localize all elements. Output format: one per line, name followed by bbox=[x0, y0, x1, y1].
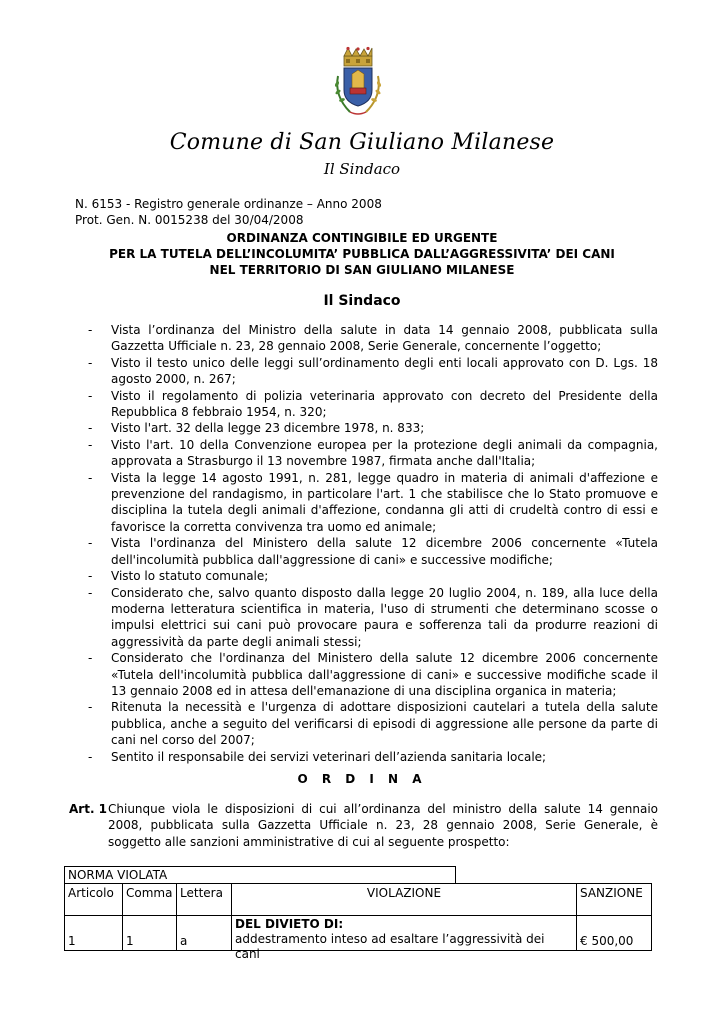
list-item: - Vista l'ordinanza del Ministero della salute 12 dicembre 2006 concernente «Tutela dell'incolumità pubblica dall'aggressione di cani» e successive modifiche; bbox=[88, 536, 658, 567]
violazione-title: DEL DIVIETO DI: bbox=[235, 917, 344, 931]
coat-of-arms-icon bbox=[326, 46, 390, 124]
column-header-lettera: Lettera bbox=[176, 883, 232, 916]
comune-subtitle: Il Sindaco bbox=[323, 160, 401, 178]
list-item: - Visto il regolamento di polizia veterinaria approvato con decreto del Presidente della Repubblica 8 febbraio 1954, n. 320; bbox=[88, 388, 658, 420]
column-header-comma: Comma bbox=[122, 883, 177, 916]
section-heading: Il Sindaco bbox=[323, 293, 401, 309]
list-item: - Visto il testo unico delle leggi sull’ordinamento degli enti locali approvato con D. Lgs. 18 agosto 2000, n. 267; bbox=[88, 355, 658, 387]
ordinanza-title-line1: ORDINANZA CONTINGIBILE ED URGENTE bbox=[226, 231, 498, 245]
cell-articolo: 1 bbox=[64, 915, 123, 951]
list-item: - Visto l'art. 10 della Convenzione europea per la protezione degli animali da compagnia, approvata a Strasburgo il 13 novembre 1987, firmata anche dall'Italia; bbox=[88, 437, 658, 469]
violazione-text: addestramento inteso ad esaltare l’aggressività dei cani bbox=[235, 932, 545, 961]
ordinanza-title-line3: NEL TERRITORIO DI SAN GIULIANO MILANESE bbox=[209, 263, 515, 277]
list-item: - Vista la legge 14 agosto 1991, n. 281, legge quadro in materia di animali d'affezione e prevenzione del randagismo, in particolare l'art. 1 che stabilisce che lo Stato promuove e disciplina la tutela degli animali d'affezione, condanna gli atti di crudeltà contro di essi e favorisce la corretta convivenza tra uomo ed animale; bbox=[88, 470, 658, 534]
table-group-header-spacer bbox=[251, 866, 456, 884]
list-item: - Considerato che l'ordinanza del Ministero della salute 12 dicembre 2006 concernente «Tutela dell'incolumità pubblica dall'aggressione di cani» e successive modifiche scade il 13 gennaio 2008 ed in attesa dell'emanazione di una disciplina organica in materia; bbox=[88, 651, 658, 698]
cell-lettera: a bbox=[176, 915, 232, 951]
column-header-violazione: VIOLAZIONE bbox=[231, 883, 577, 916]
list-item: - Vista l’ordinanza del Ministro della salute in data 14 gennaio 2008, pubblicata sulla Gazzetta Ufficiale n. 23, 28 gennaio 2008, Serie Generale, concernente l’oggetto; bbox=[88, 323, 658, 354]
ordina-heading: O R D I N A bbox=[297, 772, 427, 786]
table-group-header: NORMA VIOLATA bbox=[64, 866, 252, 884]
article-text: Chiunque viola le disposizioni di cui all’ordinanza del ministro della salute 14 gennaio 2008, pubblicata sulla Gazzetta Ufficiale n. 23, 28 gennaio 2008, Serie Generale, è soggetto alle sanzioni amministrative di cui al seguente prospetto: bbox=[108, 802, 658, 849]
article-label: Art. 1 bbox=[69, 802, 108, 816]
cell-sanzione: € 500,00 bbox=[576, 915, 652, 951]
premesse-list bbox=[88, 322, 658, 765]
list-item: - Sentito il responsabile dei servizi veterinari dell’azienda sanitaria locale; bbox=[88, 749, 547, 764]
cell-violazione bbox=[231, 915, 577, 961]
list-item: - Considerato che, salvo quanto disposto dalla legge 20 luglio 2004, n. 189, alla luce della moderna letteratura scientifica in materia, l'uso di strumenti che determinano scosse o impulsi elettrici sui cani può provocare paura e sofferenza tali da produrre reazioni di aggressività da parte degli animali stessi; bbox=[88, 585, 658, 649]
cell-comma: 1 bbox=[122, 915, 177, 951]
article-1 bbox=[69, 801, 658, 850]
registro-number: N. 6153 - Registro generale ordinanze – Anno 2008 bbox=[75, 197, 382, 211]
list-item: - Visto l'art. 32 della legge 23 dicembre 1978, n. 833; bbox=[88, 421, 425, 436]
list-item: - Visto lo statuto comunale; bbox=[88, 569, 269, 584]
protocollo-number: Prot. Gen. N. 0015238 del 30/04/2008 bbox=[75, 213, 304, 227]
comune-title: Comune di San Giuliano Milanese bbox=[169, 130, 555, 155]
column-header-articolo: Articolo bbox=[64, 883, 123, 916]
ordinanza-title-line2: PER LA TUTELA DELL’INCOLUMITA’ PUBBLICA DALL’AGGRESSIVITA’ DEI CANI bbox=[109, 247, 615, 261]
column-header-sanzione: SANZIONE bbox=[576, 883, 652, 916]
list-item: - Ritenuta la necessità e l'urgenza di adottare disposizioni cautelari a tutela della salute pubblica, anche a seguito del verificarsi di episodi di aggressione alle persone da parte di cani nel corso del 2007; bbox=[88, 700, 658, 748]
